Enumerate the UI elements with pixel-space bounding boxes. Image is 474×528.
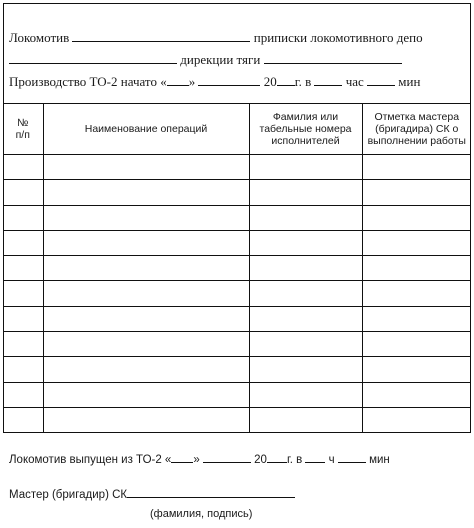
cell-number[interactable] — [3, 230, 43, 255]
cell-master-mark[interactable] — [362, 180, 471, 205]
cell-operation[interactable] — [43, 180, 249, 205]
start-year-blank[interactable] — [277, 74, 295, 86]
start-month-blank[interactable] — [198, 74, 260, 86]
col-number-header: № п/п — [3, 104, 43, 155]
cell-operation[interactable] — [43, 205, 249, 230]
cell-executors[interactable] — [249, 155, 362, 180]
cell-operation[interactable] — [43, 332, 249, 357]
release-label: Локомотив выпущен из ТО-2 « — [9, 454, 172, 466]
cell-operation[interactable] — [43, 407, 249, 432]
cell-master-mark[interactable] — [362, 306, 471, 331]
release-year-blank[interactable] — [267, 452, 287, 463]
hour-label: час — [345, 74, 364, 89]
table-row — [3, 382, 471, 407]
cell-operation[interactable] — [43, 155, 249, 180]
table-row — [3, 205, 471, 230]
release-quote-close: » — [193, 454, 200, 466]
to2-start-label: Производство ТО-2 начато « — [9, 74, 167, 89]
locomotive-label: Локомотив — [9, 30, 70, 45]
release-hour-blank[interactable] — [305, 452, 325, 463]
col-operations-header: Наименование операций — [43, 104, 249, 155]
cell-master-mark[interactable] — [362, 281, 471, 306]
signature-caption: (фамилия, подпись) — [150, 508, 253, 520]
cell-number[interactable] — [3, 155, 43, 180]
operations-table — [3, 103, 471, 432]
table-header-row — [3, 104, 471, 155]
table-row — [3, 332, 471, 357]
directorate-blank-1[interactable] — [9, 52, 177, 64]
cell-master-mark[interactable] — [362, 256, 471, 281]
cell-operation[interactable] — [43, 357, 249, 382]
at-label: г. в — [294, 74, 312, 89]
table-row — [3, 256, 471, 281]
directorate-blank-2[interactable] — [264, 52, 402, 64]
table-row — [3, 230, 471, 255]
cell-executors[interactable] — [249, 357, 362, 382]
cell-number[interactable] — [3, 332, 43, 357]
release-minute-blank[interactable] — [338, 452, 366, 463]
table-row — [3, 407, 471, 432]
cell-executors[interactable] — [249, 306, 362, 331]
release-year-prefix: 20 — [254, 454, 267, 466]
cell-executors[interactable] — [249, 256, 362, 281]
cell-operation[interactable] — [43, 382, 249, 407]
col-master-mark-header: Отметка мастера (бригадира) СК о выполнении работы — [362, 104, 471, 155]
quote-close: » — [188, 74, 196, 89]
cell-number[interactable] — [3, 256, 43, 281]
cell-number[interactable] — [3, 382, 43, 407]
cell-number[interactable] — [3, 306, 43, 331]
cell-number[interactable] — [3, 407, 43, 432]
cell-executors[interactable] — [249, 407, 362, 432]
master-label: Мастер (бригадир) СК — [9, 489, 128, 501]
cell-master-mark[interactable] — [362, 382, 471, 407]
release-minute-label: мин — [369, 454, 390, 466]
header-line-2 — [9, 52, 402, 68]
table-row — [3, 357, 471, 382]
cell-executors[interactable] — [249, 281, 362, 306]
start-hour-blank[interactable] — [314, 74, 342, 86]
cell-master-mark[interactable] — [362, 205, 471, 230]
cell-executors[interactable] — [249, 180, 362, 205]
minute-label: мин — [398, 74, 421, 89]
depot-label: приписки локомотивного депо — [253, 30, 423, 45]
master-signature-blank[interactable] — [127, 487, 295, 498]
table-row — [3, 281, 471, 306]
table-row — [3, 180, 471, 205]
master-line — [9, 487, 295, 501]
cell-master-mark[interactable] — [362, 230, 471, 255]
release-hour-label: ч — [328, 454, 335, 466]
cell-master-mark[interactable] — [362, 357, 471, 382]
col-executors-header: Фамилия или табельные номера исполнителей — [249, 104, 362, 155]
cell-operation[interactable] — [43, 306, 249, 331]
cell-executors[interactable] — [249, 382, 362, 407]
year-prefix: 20 — [263, 74, 277, 89]
release-at-label: г. в — [286, 454, 303, 466]
release-line — [9, 452, 390, 466]
cell-number[interactable] — [3, 281, 43, 306]
cell-executors[interactable] — [249, 230, 362, 255]
release-month-blank[interactable] — [203, 452, 251, 463]
cell-operation[interactable] — [43, 281, 249, 306]
table-row — [3, 155, 471, 180]
cell-master-mark[interactable] — [362, 332, 471, 357]
cell-operation[interactable] — [43, 230, 249, 255]
cell-executors[interactable] — [249, 205, 362, 230]
cell-operation[interactable] — [43, 256, 249, 281]
cell-number[interactable] — [3, 180, 43, 205]
header-line-3 — [9, 74, 420, 90]
cell-executors[interactable] — [249, 332, 362, 357]
cell-number[interactable] — [3, 205, 43, 230]
cell-number[interactable] — [3, 357, 43, 382]
cell-master-mark[interactable] — [362, 155, 471, 180]
table-row — [3, 306, 471, 331]
directorate-label: дирекции тяги — [180, 52, 261, 67]
cell-master-mark[interactable] — [362, 407, 471, 432]
locomotive-blank[interactable] — [72, 30, 250, 42]
table-body — [3, 155, 471, 433]
start-minute-blank[interactable] — [367, 74, 395, 86]
release-day-blank[interactable] — [171, 452, 193, 463]
start-day-blank[interactable] — [167, 74, 189, 86]
header-line-1 — [9, 30, 423, 46]
